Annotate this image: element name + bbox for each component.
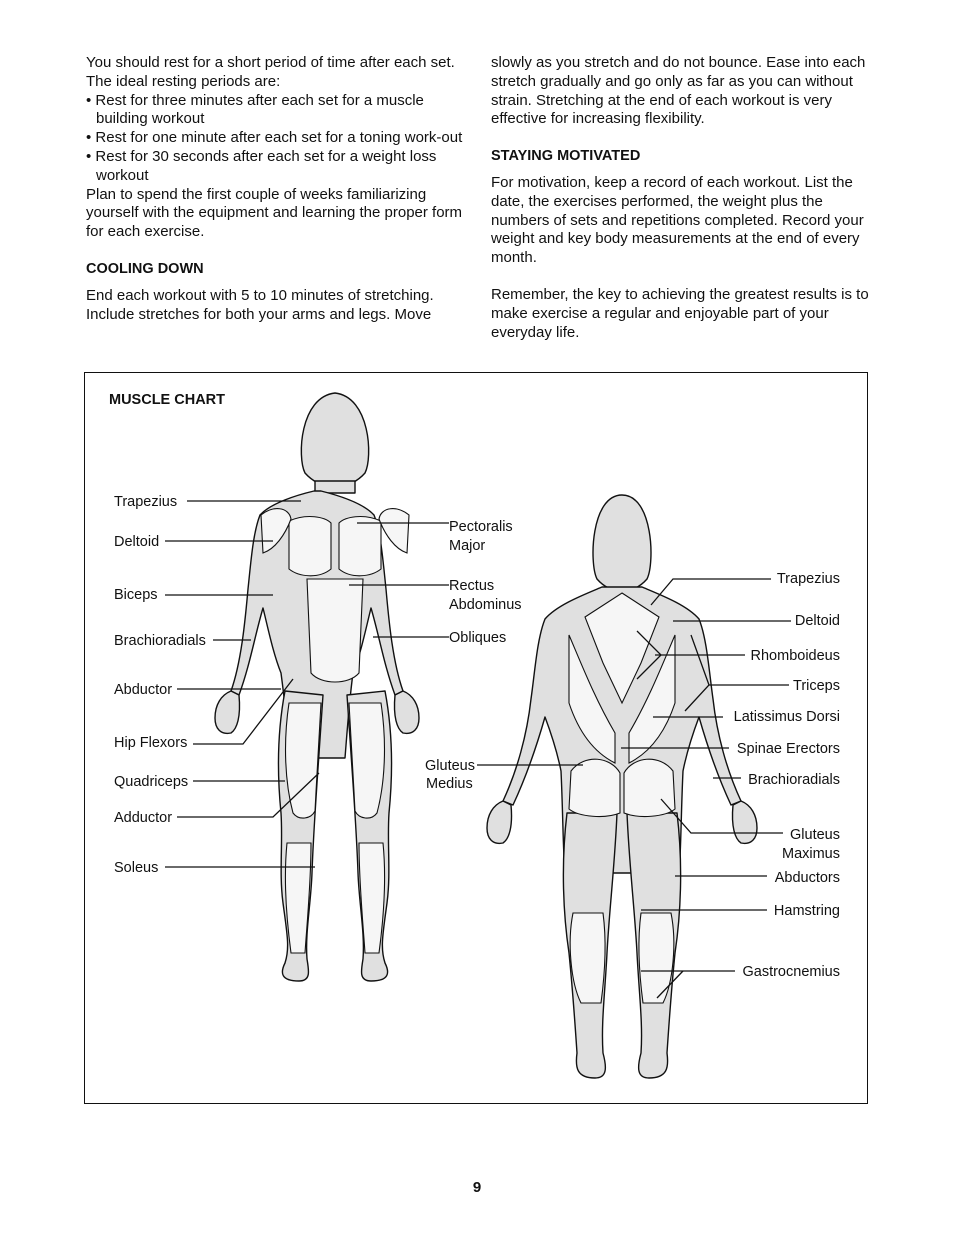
label-front-brachioradialis: Brachioradials [114,633,206,649]
label-front-gluteus-medius-line1: Gluteus [425,758,475,774]
label-front-obliques: Obliques [449,630,507,646]
muscle-chart-title: MUSCLE CHART [109,392,225,408]
front-thigh-right [349,703,384,818]
label-front-pectoralis-line1: Pectoralis [449,519,513,535]
label-front-abductor: Abductor [114,682,173,698]
label-front-pectoralis-line2: Major [449,538,486,554]
front-pectoral-left [289,517,331,576]
label-front-gluteus-medius-line2: Medius [426,776,473,792]
rest-bullet-weight-loss: • Rest for 30 seconds after each set for a weight loss workout [86,147,437,184]
label-back-gastrocnemius: Gastrocnemius [742,964,840,980]
front-left-hand [215,691,240,733]
back-calf-left [570,913,605,1003]
back-right-hand [732,801,757,843]
label-front-rectus-line1: Rectus [449,578,495,594]
back-gluteus-right [624,759,675,816]
left-text-column [86,54,464,324]
label-back-gluteus-maximus-line1: Gluteus [790,827,840,843]
plan-paragraph: Plan to spend the first couple of weeks familiarizing yourself with the equipment and learning the proper form for each exercise. [86,185,463,241]
label-back-trapezius: Trapezius [776,571,840,587]
label-front-rectus-line2: Abdominus [449,597,522,613]
cooling-down-heading: COOLING DOWN [86,260,204,277]
front-deltoid-right [379,509,409,553]
label-back-latissimus: Latissimus Dorsi [733,709,840,725]
back-left-hand [487,801,512,843]
front-right-hand [394,691,419,733]
label-front-hip-flexors: Hip Flexors [114,735,188,751]
back-head [593,495,651,591]
back-labels [734,571,840,980]
label-back-spinae: Spinae Erectors [736,741,840,757]
rest-intro-paragraph: You should rest for a short period of time after each set. The ideal resting periods are: [86,54,455,90]
back-gluteus-left [569,759,620,816]
muscle-chart-box [84,372,868,1104]
label-front-trapezius: Trapezius [114,494,178,510]
label-back-rhomboideus: Rhomboideus [750,648,840,664]
label-front-quadriceps: Quadriceps [114,774,189,790]
rest-bullet-muscle: • Rest for three minutes after each set for a muscle building workout [86,91,424,128]
label-back-triceps: Triceps [793,678,840,694]
motivation-paragraph: For motivation, keep a record of each workout. List the date, the exercises performed, the weight plus the numbers of sets and repetitions completed. Record your weight and key body measurements at the end of every month. [491,173,864,267]
rest-bullet-toning: • Rest for one minute after each set for a toning work-out [86,129,463,147]
front-head [301,393,368,488]
label-back-abductors: Abductors [774,870,840,886]
stretching-continued-paragraph: slowly as you stretch and do not bounce. Ease into each stretch gradually and go only as far as you can without strain. Stretching at the end of each workout is very effective for increasing flexibility. [491,54,866,128]
back-body-figure [487,495,757,1078]
label-front-biceps: Biceps [114,587,158,603]
front-abdominals [307,579,363,682]
label-front-adductor: Adductor [114,810,173,826]
front-pectoral-right [339,517,381,576]
cooling-down-paragraph: End each workout with 5 to 10 minutes of stretching. Include stretches for both your arms and legs. Move [86,286,434,323]
label-back-hamstring: Hamstring [773,903,840,919]
label-front-deltoid: Deltoid [114,534,160,550]
label-back-gluteus-maximus-line2: Maximus [781,846,840,862]
back-calf-right [639,913,674,1003]
muscle-chart-figure [85,373,867,1103]
right-text-column [491,54,869,342]
remember-paragraph: Remember, the key to achieving the greatest results is to make exercise a regular and enjoyable part of your everyday life. [491,285,869,341]
label-front-soleus: Soleus [114,860,159,876]
label-back-brachioradialis: Brachioradials [748,772,840,788]
staying-motivated-heading: STAYING MOTIVATED [491,148,641,165]
front-body-figure [215,393,419,981]
label-back-deltoid: Deltoid [794,613,840,629]
page-number: 9 [472,1179,482,1196]
